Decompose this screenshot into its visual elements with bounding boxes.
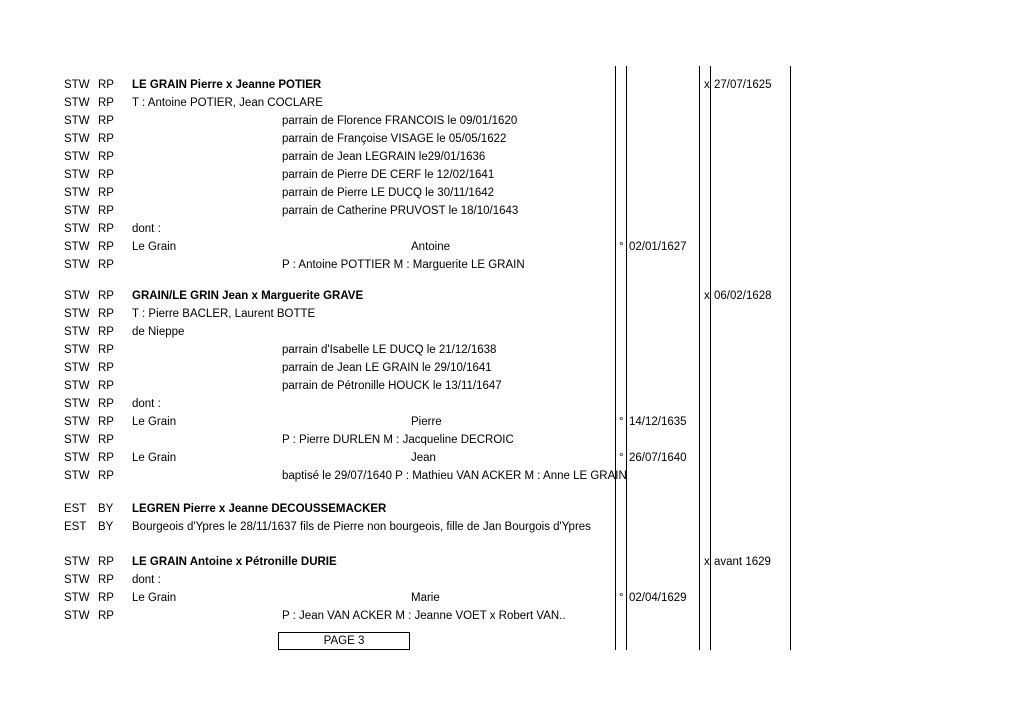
marriage-mark: x	[704, 556, 710, 568]
register-code: RP	[98, 187, 114, 199]
record-row	[0, 500, 1024, 518]
source-code: STW	[64, 169, 90, 181]
source-code: STW	[64, 344, 90, 356]
birth-mark: °	[619, 592, 624, 604]
entry-text: Le Grain	[132, 416, 177, 428]
detail-text: parrain de Pierre DE CERF le 12/02/1641	[282, 169, 495, 181]
register-code: RP	[98, 290, 114, 302]
register-code: RP	[98, 133, 114, 145]
page-number: PAGE 3	[323, 635, 365, 647]
entry-text: T : Antoine POTIER, Jean COCLARE	[132, 97, 323, 109]
birth-mark: °	[619, 416, 624, 428]
register-code: RP	[98, 259, 114, 271]
record-row	[0, 413, 1024, 431]
register-code: RP	[98, 610, 114, 622]
page-number-box	[278, 632, 410, 650]
register-code: RP	[98, 151, 114, 163]
entry-text: Le Grain	[132, 592, 177, 604]
record-row	[0, 431, 1024, 449]
register-code: RP	[98, 452, 114, 464]
register-code: RP	[98, 398, 114, 410]
register-code: RP	[98, 380, 114, 392]
register-code: RP	[98, 416, 114, 428]
record-row	[0, 359, 1024, 377]
record-row	[0, 184, 1024, 202]
source-code: STW	[64, 326, 90, 338]
birth-mark: °	[619, 452, 624, 464]
record-row	[0, 341, 1024, 359]
detail-text: parrain de Catherine PRUVOST le 18/10/1643	[282, 205, 519, 217]
source-code: STW	[64, 574, 90, 586]
entry-text: GRAIN/LE GRIN Jean x Marguerite GRAVE	[132, 290, 364, 302]
register-code: RP	[98, 169, 114, 181]
register-code: RP	[98, 362, 114, 374]
entry-text: LE GRAIN Antoine x Pétronille DURIE	[132, 556, 337, 568]
entry-text: de Nieppe	[132, 326, 185, 338]
detail-text: parrain de Françoise VISAGE le 05/05/1622	[282, 133, 507, 145]
source-code: STW	[64, 290, 90, 302]
source-code: STW	[64, 362, 90, 374]
source-code: STW	[64, 133, 90, 145]
first-name: Antoine	[411, 241, 451, 253]
record-row	[0, 112, 1024, 130]
record-row	[0, 256, 1024, 274]
source-code: STW	[64, 259, 90, 271]
source-code: STW	[64, 592, 90, 604]
source-code: EST	[64, 503, 87, 515]
source-code: EST	[64, 521, 87, 533]
record-row	[0, 571, 1024, 589]
register-code: RP	[98, 470, 114, 482]
source-code: STW	[64, 434, 90, 446]
detail-text: P : Antoine POTTIER M : Marguerite LE GRAIN	[282, 259, 525, 271]
first-name: Pierre	[411, 416, 442, 428]
register-code: RP	[98, 326, 114, 338]
register-code: RP	[98, 115, 114, 127]
marriage-date: 06/02/1628	[714, 290, 772, 302]
detail-text: parrain de Pierre LE DUCQ le 30/11/1642	[282, 187, 495, 199]
source-code: STW	[64, 398, 90, 410]
source-code: STW	[64, 97, 90, 109]
source-code: STW	[64, 79, 90, 91]
source-code: STW	[64, 452, 90, 464]
source-code: STW	[64, 115, 90, 127]
entry-text: Le Grain	[132, 452, 177, 464]
detail-text: parrain de Jean LE GRAIN le 29/10/1641	[282, 362, 492, 374]
birth-date: 26/07/1640	[629, 452, 687, 464]
entry-text: T : Pierre BACLER, Laurent BOTTE	[132, 308, 316, 320]
first-name: Jean	[411, 452, 436, 464]
marriage-mark: x	[704, 79, 710, 91]
record-row	[0, 202, 1024, 220]
register-code: RP	[98, 574, 114, 586]
record-row	[0, 94, 1024, 112]
source-code: STW	[64, 380, 90, 392]
record-row	[0, 377, 1024, 395]
source-code: STW	[64, 308, 90, 320]
entry-text: Bourgeois d'Ypres le 28/11/1637 fils de Pierre non bourgeois, fille de Jan Bourgois d'Ypres	[132, 521, 591, 533]
marriage-date: 27/07/1625	[714, 79, 772, 91]
register-code: RP	[98, 79, 114, 91]
register-code: BY	[98, 521, 114, 533]
source-code: STW	[64, 223, 90, 235]
record-row	[0, 238, 1024, 256]
record-row	[0, 395, 1024, 413]
record-row	[0, 130, 1024, 148]
record-row	[0, 323, 1024, 341]
detail-text: parrain de Jean LEGRAIN le29/01/1636	[282, 151, 486, 163]
record-row	[0, 607, 1024, 625]
birth-date: 02/01/1627	[629, 241, 687, 253]
record-row	[0, 467, 1024, 485]
record-row	[0, 589, 1024, 607]
record-row	[0, 76, 1024, 94]
register-code: RP	[98, 241, 114, 253]
register-code: BY	[98, 503, 114, 515]
entry-text: dont :	[132, 574, 161, 586]
source-code: STW	[64, 556, 90, 568]
birth-date: 02/04/1629	[629, 592, 687, 604]
entry-text: LEGREN Pierre x Jeanne DECOUSSEMACKER	[132, 503, 387, 515]
register-code: RP	[98, 344, 114, 356]
source-code: STW	[64, 151, 90, 163]
register-code: RP	[98, 556, 114, 568]
source-code: STW	[64, 241, 90, 253]
detail-text: parrain de Florence FRANCOIS le 09/01/1620	[282, 115, 518, 127]
register-code: RP	[98, 592, 114, 604]
register-code: RP	[98, 205, 114, 217]
record-row	[0, 148, 1024, 166]
source-code: STW	[64, 416, 90, 428]
detail-text: parrain de Pétronille HOUCK le 13/11/1647	[282, 380, 502, 392]
record-row	[0, 305, 1024, 323]
birth-date: 14/12/1635	[629, 416, 687, 428]
marriage-date: avant 1629	[714, 556, 771, 568]
register-code: RP	[98, 308, 114, 320]
source-code: STW	[64, 610, 90, 622]
register-code: RP	[98, 223, 114, 235]
detail-text: baptisé le 29/07/1640 P : Mathieu VAN ACKER M : Anne LE GRAIN	[282, 470, 627, 482]
source-code: STW	[64, 470, 90, 482]
register-code: RP	[98, 97, 114, 109]
entry-text: dont :	[132, 398, 161, 410]
record-row	[0, 553, 1024, 571]
source-code: STW	[64, 187, 90, 199]
record-row	[0, 287, 1024, 305]
record-row	[0, 449, 1024, 467]
detail-text: P : Jean VAN ACKER M : Jeanne VOET x Robert VAN..	[282, 610, 566, 622]
register-code: RP	[98, 434, 114, 446]
entry-text: LE GRAIN Pierre x Jeanne POTIER	[132, 79, 322, 91]
record-row	[0, 518, 1024, 536]
entry-text: dont :	[132, 223, 161, 235]
entry-text: Le Grain	[132, 241, 177, 253]
detail-text: parrain d'Isabelle LE DUCQ le 21/12/1638	[282, 344, 497, 356]
record-row	[0, 166, 1024, 184]
record-row	[0, 220, 1024, 238]
source-code: STW	[64, 205, 90, 217]
detail-text: P : Pierre DURLEN M : Jacqueline DECROIC	[282, 434, 514, 446]
marriage-mark: x	[704, 290, 710, 302]
birth-mark: °	[619, 241, 624, 253]
first-name: Marie	[411, 592, 440, 604]
